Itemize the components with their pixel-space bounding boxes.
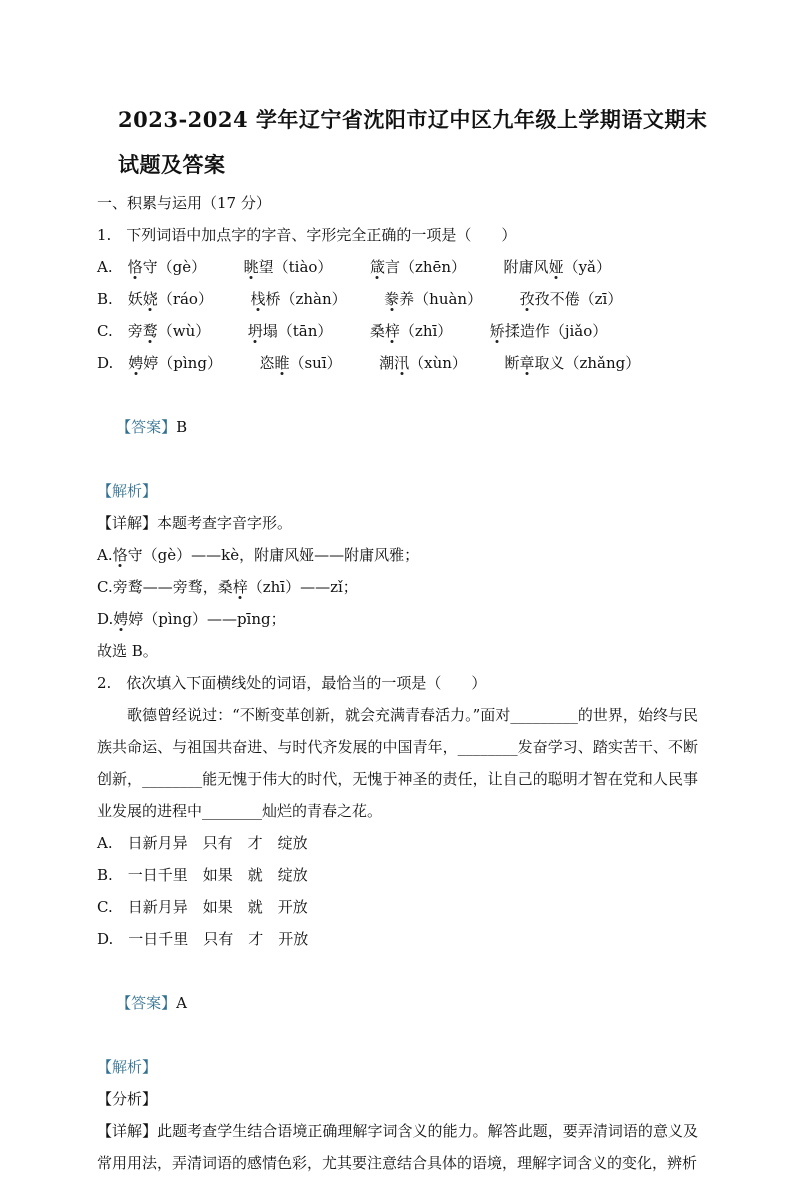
q2-analysis-label: 【解析】 [97, 1058, 158, 1076]
title-line-2: 试题及答案 [118, 152, 226, 177]
q1-detail-d: D.娉婷（pìng）——pīng； [97, 610, 286, 628]
section-heading: 一、积累与运用（17 分） [97, 194, 271, 212]
q1-answer-line [97, 379, 698, 475]
q1-detail-intro: 【详解】本题考查字音字形。 [97, 514, 293, 532]
q1-analysis-label: 【解析】 [97, 482, 158, 500]
q2-stem: 2. 依次填入下面横线处的词语，最恰当的一项是（ ） [97, 674, 487, 692]
emphasis-dotted-char: 矫 [489, 322, 505, 340]
q1-detail-c: C.旁鹜——旁骛，桑梓（zhī）——zǐ； [97, 578, 358, 596]
title-line-1: 2023-2024 学年辽宁省沈阳市辽中区九年级上学期语文期末 [118, 107, 708, 132]
emphasis-dotted-char: 眺 [243, 258, 259, 276]
q2-detail: 【详解】此题考查学生结合语境正确理解字词含义的能力。解答此题，要弄清词语的意义及常用用法，弄清词语的感情色彩，尤其要注意结合具体的语境，理解字词含义的变化，辨析 [97, 1122, 698, 1172]
q2-option-c: C. 日新月异 如果 就 开放 [97, 898, 308, 916]
q1-detail-a: A.恪守（gè）——kè，附庸风娅——附庸风雅； [97, 546, 420, 564]
emphasis-dotted-char: 豢 [384, 290, 400, 308]
emphasis-dotted-char: 坍 [247, 322, 263, 340]
emphasis-dotted-char: 娉 [113, 610, 129, 628]
emphasis-dotted-char: 箴 [369, 258, 385, 276]
q1-option-c: C. 旁鹜（wù） 坍塌（tān） 桑梓（zhī） 矫揉造作（jiǎo） [97, 322, 608, 340]
q1-stem: 1. 下列词语中加点字的字音、字形完全正确的一项是（ ） [97, 226, 517, 244]
emphasis-dotted-char: 恪 [112, 546, 128, 564]
emphasis-dotted-char: 睢 [274, 354, 290, 372]
emphasis-dotted-char: 章 [519, 354, 535, 372]
emphasis-dotted-char: 梓 [384, 322, 400, 340]
emphasis-dotted-char: 恪 [127, 258, 143, 276]
q1-conclusion: 故选 B。 [97, 642, 158, 660]
emphasis-dotted-char: 娆 [142, 290, 158, 308]
emphasis-dotted-char: 鹜 [142, 322, 158, 340]
emphasis-dotted-char: 娅 [548, 258, 564, 276]
q1-option-d: D. 娉婷（pìng） 恣睢（suī） 潮汛（xùn） 断章取义（zhǎng） [97, 354, 641, 372]
q2-analysis2-label: 【分析】 [97, 1090, 158, 1108]
emphasis-dotted-char: 汛 [394, 354, 410, 372]
q2-answer-label: 【答案】 [116, 994, 177, 1012]
emphasis-dotted-char: 栈 [250, 290, 266, 308]
emphasis-dotted-char: 孜 [519, 290, 535, 308]
q2-option-b: B. 一日千里 如果 就 绽放 [97, 866, 308, 884]
q1-answer-label: 【答案】 [116, 418, 177, 436]
emphasis-dotted-char: 梓 [232, 578, 248, 596]
q1-answer-value: B [176, 418, 188, 436]
q2-answer-value: A [176, 994, 187, 1012]
q2-answer-line [97, 955, 698, 1051]
emphasis-dotted-char: 娉 [128, 354, 144, 372]
q1-option-a: A. 恪守（gè） 眺望（tiào） 箴言（zhēn） 附庸风娅（yǎ） [97, 258, 611, 276]
q2-option-d: D. 一日千里 只有 才 开放 [97, 930, 309, 948]
document-title [97, 97, 708, 187]
q1-option-b: B. 妖娆（ráo） 栈桥（zhàn） 豢养（huàn） 孜孜不倦（zī） [97, 290, 623, 308]
q2-option-a: A. 日新月异 只有 才 绽放 [97, 834, 308, 852]
q2-passage: 歌德曾经说过：“不断变革创新，就会充满青春活力。”面对_________的世界，始终与民族共命运、与祖国共奋进、与时代齐发展的中国青年，________发奋学习、踏实苦干、不断创新，________能无愧于伟大的时代，无愧于神圣的责任，让自己的聪明才智在党和人民事业发展的进程中________灿烂的青春之花。 [97, 706, 698, 820]
